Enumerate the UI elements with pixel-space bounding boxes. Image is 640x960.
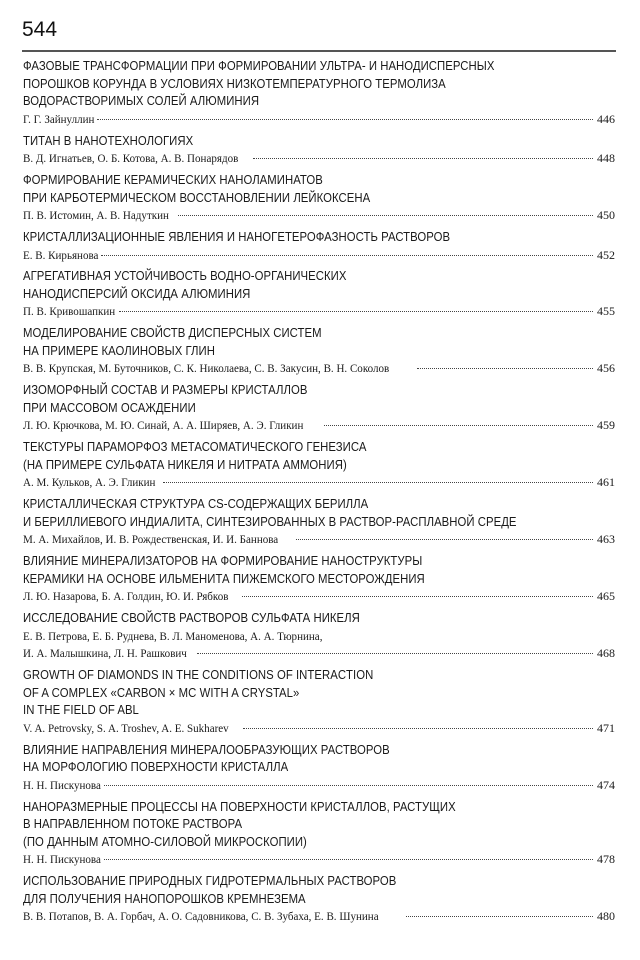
entry-title-line: ВОДОРАСТВОРИМЫХ СОЛЕЙ АЛЮМИНИЯ [23, 94, 260, 109]
entry-title-line: КРИСТАЛЛИЗАЦИОННЫЕ ЯВЛЕНИЯ И НАНОГЕТЕРОФАЗНОСТЬ РАСТВОРОВ [23, 229, 451, 244]
entry-title-line: ПОРОШКОВ КОРУНДА В УСЛОВИЯХ НИЗКОТЕМПЕРАТУРНОГО ТЕРМОЛИЗА [23, 76, 446, 91]
entry-page-number: 480 [597, 909, 615, 924]
entry-authors-line [23, 628, 615, 646]
dot-leader [296, 538, 593, 540]
entry-authors-line [23, 720, 615, 738]
entry-title-line: OF A COMPLEX «CARBON × MC WITH A CRYSTAL» [23, 685, 300, 700]
dot-leader [97, 118, 593, 120]
entry-authors: Н. Н. Пискунова [23, 777, 101, 792]
dot-leader [104, 858, 593, 860]
dot-leader [197, 652, 593, 654]
entry-authors-line [23, 247, 615, 265]
entry-title-line: АГРЕГАТИВНАЯ УСТОЙЧИВОСТЬ ВОДНО-ОРГАНИЧЕСКИХ [23, 269, 347, 284]
dot-leader [242, 595, 593, 597]
dot-leader [163, 481, 593, 483]
entry-authors-line [23, 588, 615, 606]
entry-title-line: КЕРАМИКИ НА ОСНОВЕ ИЛЬМЕНИТА ПИЖЕМСКОГО МЕСТОРОЖДЕНИЯ [23, 571, 425, 586]
toc-entry[interactable] [23, 553, 615, 606]
entry-authors-line [23, 908, 615, 926]
entry-title-line: И БЕРИЛЛИЕВОГО ИНДИАЛИТА, СИНТЕЗИРОВАННЫХ В РАСТВОР-РАСПЛАВНОЙ СРЕДЕ [23, 514, 517, 529]
dot-leader [417, 367, 593, 369]
page-number: 544 [22, 18, 58, 41]
entry-title-line: НАНОРАЗМЕРНЫЕ ПРОЦЕССЫ НА ПОВЕРХНОСТИ КРИСТАЛЛОВ, РАСТУЩИХ [23, 799, 456, 814]
entry-title-line: ПРИ МАССОВОМ ОСАЖДЕНИИ [23, 400, 196, 415]
dot-leader [324, 424, 593, 426]
entry-authors: Е. В. Кирьянова [23, 247, 99, 262]
entry-title-line: НАНОДИСПЕРСИЙ ОКСИДА АЛЮМИНИЯ [23, 286, 251, 301]
entry-authors: V. A. Petrovsky, S. A. Troshev, A. E. Sukharev [23, 720, 229, 735]
entry-authors: И. А. Малышкина, Л. Н. Рашкович [23, 646, 187, 661]
dot-leader [253, 157, 593, 159]
entry-page-number: 452 [597, 247, 615, 262]
entry-title-line: ИСПОЛЬЗОВАНИЕ ПРИРОДНЫХ ГИДРОТЕРМАЛЬНЫХ РАСТВОРОВ [23, 874, 397, 889]
entry-authors: М. А. Михайлов, И. В. Рождественская, И. И. Баннова [23, 532, 279, 547]
header-rule [22, 50, 616, 52]
entry-authors-line [23, 474, 615, 492]
entry-authors: Е. В. Петрова, Е. Б. Руднева, В. Л. Маноменова, А. А. Тюрнина, [23, 628, 323, 643]
entry-title-line: ПРИ КАРБОТЕРМИЧЕСКОМ ВОССТАНОВЛЕНИИ ЛЕЙКОКСЕНА [23, 190, 371, 205]
entry-page-number: 455 [597, 304, 615, 319]
entry-page-number: 446 [597, 111, 615, 126]
entry-title-line: ДЛЯ ПОЛУЧЕНИЯ НАНОПОРОШКОВ КРЕМНЕЗЕМА [23, 891, 306, 906]
toc-entry[interactable] [23, 382, 615, 435]
dot-leader [178, 214, 593, 216]
dot-leader [104, 784, 593, 786]
toc-entry[interactable] [23, 268, 615, 321]
entry-page-number: 465 [597, 589, 615, 604]
entry-authors-line [23, 531, 615, 549]
entry-authors: Г. Г. Зайнуллин [23, 111, 95, 126]
entry-page-number: 468 [597, 646, 615, 661]
entry-authors-line [23, 417, 615, 435]
entry-title-line: КРИСТАЛЛИЧЕСКАЯ СТРУКТУРА CS-СОДЕРЖАЩИХ БЕРИЛЛА [23, 497, 369, 512]
entry-title-line: ФАЗОВЫЕ ТРАНСФОРМАЦИИ ПРИ ФОРМИРОВАНИИ УЛЬТРА- И НАНОДИСПЕРСНЫХ [23, 59, 495, 73]
entry-authors-line [23, 645, 615, 663]
entry-authors: В. В. Потапов, В. А. Горбач, А. О. Садовникова, С. В. Зубаха, Е. В. Шунина [23, 909, 379, 924]
dot-leader [101, 254, 593, 256]
entry-authors: П. В. Истомин, А. В. Надуткин [23, 208, 169, 223]
table-of-contents [23, 58, 615, 930]
toc-entry[interactable] [23, 610, 615, 663]
entry-page-number: 463 [597, 532, 615, 547]
entry-authors: Л. Ю. Крючкова, М. Ю. Синай, А. А. Ширяев, А. Э. Гликин [23, 418, 304, 433]
entry-title-line: (ПО ДАННЫМ АТОМНО-СИЛОВОЙ МИКРОСКОПИИ) [23, 834, 307, 849]
toc-entry[interactable] [23, 667, 615, 737]
entry-authors: В. В. Крупская, М. Буточников, С. К. Николаева, С. В. Закусин, В. Н. Соколов [23, 361, 390, 376]
entry-authors: А. М. Кульков, А. Э. Гликин [23, 475, 156, 490]
entry-title-line: IN THE FIELD OF ABL [23, 703, 139, 718]
entry-title-line: ИССЛЕДОВАНИЕ СВОЙСТВ РАСТВОРОВ СУЛЬФАТА НИКЕЛЯ [23, 611, 360, 626]
entry-page-number: 478 [597, 852, 615, 867]
entry-page-number: 474 [597, 777, 615, 792]
entry-authors-line [23, 150, 615, 168]
toc-entry[interactable] [23, 742, 615, 795]
entry-title-line: ТИТАН В НАНОТЕХНОЛОГИЯХ [23, 133, 194, 148]
entry-title-line: GROWTH OF DIAMONDS IN THE CONDITIONS OF INTERACTION [23, 668, 374, 683]
entry-page-number: 450 [597, 208, 615, 223]
entry-authors-line [23, 303, 615, 321]
toc-entry[interactable] [23, 496, 615, 549]
entry-authors-line [23, 777, 615, 795]
entry-authors-line [23, 851, 615, 869]
entry-authors-line [23, 207, 615, 225]
toc-entry[interactable] [23, 172, 615, 225]
toc-entry[interactable] [23, 799, 615, 869]
dot-leader [243, 727, 593, 729]
entry-title-line: ИЗОМОРФНЫЙ СОСТАВ И РАЗМЕРЫ КРИСТАЛЛОВ [23, 383, 308, 398]
entry-page-number: 471 [597, 720, 615, 735]
toc-entry[interactable] [23, 58, 615, 128]
toc-entry[interactable] [23, 133, 615, 168]
entry-page-number: 461 [597, 475, 615, 490]
entry-authors: П. В. Кривошапкин [23, 304, 116, 319]
entry-title-line: ФОРМИРОВАНИЕ КЕРАМИЧЕСКИХ НАНОЛАМИНАТОВ [23, 172, 323, 187]
entry-page-number: 448 [597, 151, 615, 166]
entry-title-line: ВЛИЯНИЕ НАПРАВЛЕНИЯ МИНЕРАЛООБРАЗУЮЩИХ РАСТВОРОВ [23, 742, 390, 757]
entry-title-line: ТЕКСТУРЫ ПАРАМОРФОЗ МЕТАСОМАТИЧЕСКОГО ГЕНЕЗИСА [23, 440, 367, 455]
entry-title-line: НА МОРФОЛОГИЮ ПОВЕРХНОСТИ КРИСТАЛЛА [23, 760, 289, 775]
dot-leader [119, 310, 593, 312]
dot-leader [406, 915, 593, 917]
entry-title-line: НА ПРИМЕРЕ КАОЛИНОВЫХ ГЛИН [23, 343, 215, 358]
entry-authors: В. Д. Игнатьев, О. Б. Котова, А. В. Понарядов [23, 151, 239, 166]
entry-authors: Н. Н. Пискунова [23, 852, 101, 867]
entry-title-line: ВЛИЯНИЕ МИНЕРАЛИЗАТОРОВ НА ФОРМИРОВАНИЕ НАНОСТРУКТУРЫ [23, 554, 423, 569]
entry-title-line: МОДЕЛИРОВАНИЕ СВОЙСТВ ДИСПЕРСНЫХ СИСТЕМ [23, 326, 322, 341]
entry-authors-line [23, 111, 615, 129]
entry-page-number: 456 [597, 361, 615, 376]
entry-page-number: 459 [597, 418, 615, 433]
toc-entry[interactable] [23, 873, 615, 926]
entry-title-line: (НА ПРИМЕРЕ СУЛЬФАТА НИКЕЛЯ И НИТРАТА АММОНИЯ) [23, 457, 347, 472]
toc-entry[interactable] [23, 325, 615, 378]
entry-authors-line [23, 360, 615, 378]
entry-title-line: В НАПРАВЛЕННОМ ПОТОКЕ РАСТВОРА [23, 817, 243, 832]
toc-entry[interactable] [23, 439, 615, 492]
entry-authors: Л. Ю. Назарова, Б. А. Голдин, Ю. И. Рябков [23, 589, 229, 604]
toc-entry[interactable] [23, 229, 615, 264]
